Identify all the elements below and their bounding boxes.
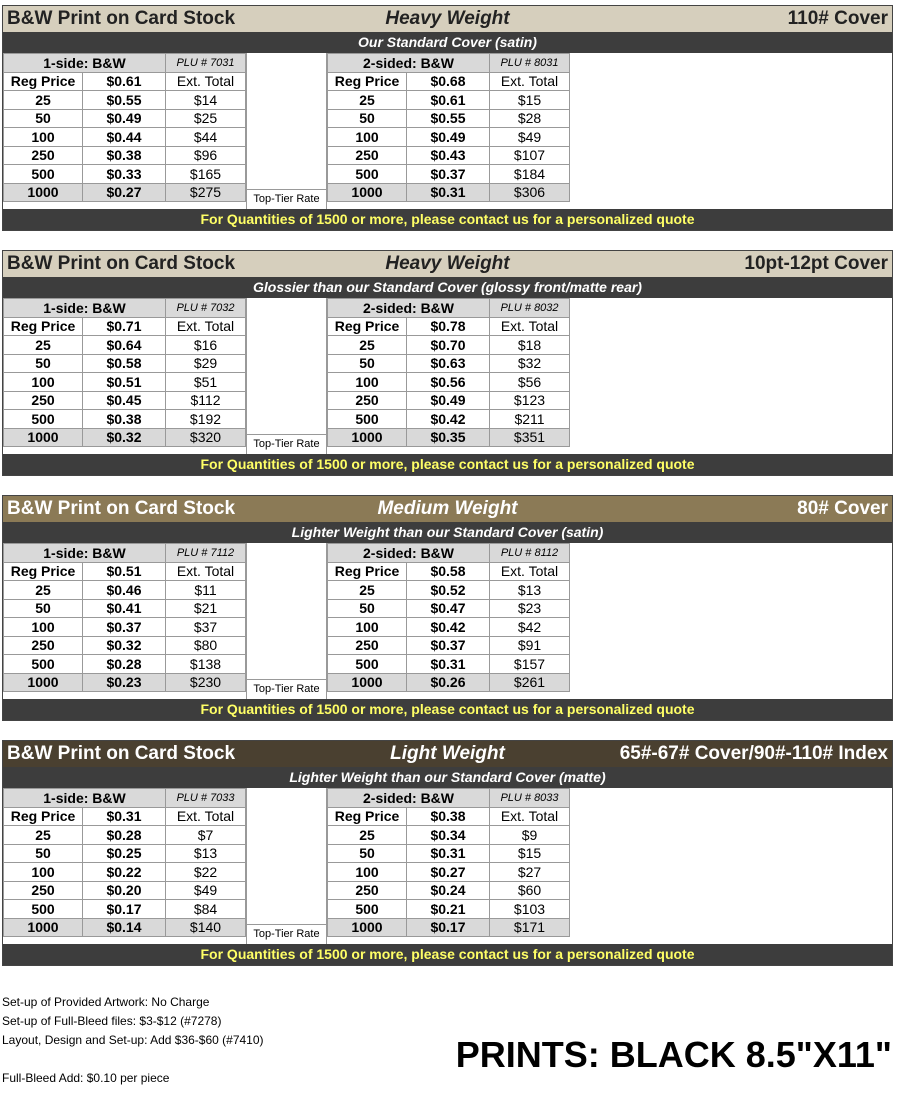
reg-price-value: $0.31 bbox=[83, 807, 166, 826]
ext-total: $22 bbox=[166, 863, 246, 882]
section-title: B&W Print on Card Stock bbox=[7, 743, 236, 764]
plu-number: PLU # 8032 bbox=[490, 299, 570, 318]
ext-total: $13 bbox=[490, 581, 570, 600]
quantity: 1000 bbox=[4, 918, 83, 937]
pricing-section bbox=[2, 250, 893, 476]
quantity: 50 bbox=[4, 844, 83, 863]
quantity: 25 bbox=[328, 336, 407, 355]
note-setup-artwork: Set-up of Provided Artwork: No Charge bbox=[2, 995, 210, 1009]
price-table-two bbox=[327, 53, 570, 202]
plu-number: PLU # 8031 bbox=[490, 54, 570, 73]
weight-label: Medium Weight bbox=[377, 498, 518, 519]
reg-price-label: Reg Price bbox=[328, 807, 407, 826]
unit-price: $0.45 bbox=[83, 391, 166, 410]
ext-total: $123 bbox=[490, 391, 570, 410]
table-row bbox=[4, 673, 246, 692]
quantity: 25 bbox=[4, 581, 83, 600]
section-subtitle: Our Standard Cover (satin) bbox=[3, 32, 892, 53]
tier-column bbox=[246, 788, 327, 944]
quantity: 100 bbox=[328, 863, 407, 882]
price-table-one bbox=[3, 298, 246, 447]
table-row bbox=[328, 391, 570, 410]
quantity: 50 bbox=[328, 599, 407, 618]
unit-price: $0.64 bbox=[83, 336, 166, 355]
section-title: B&W Print on Card Stock bbox=[7, 498, 236, 519]
table-row bbox=[328, 881, 570, 900]
ext-total: $9 bbox=[490, 826, 570, 845]
reg-price-value: $0.51 bbox=[83, 562, 166, 581]
quantity: 50 bbox=[4, 599, 83, 618]
table-row bbox=[4, 410, 246, 429]
table-row bbox=[4, 636, 246, 655]
table-row bbox=[4, 881, 246, 900]
ext-total-label: Ext. Total bbox=[490, 807, 570, 826]
reg-price-value: $0.38 bbox=[407, 807, 490, 826]
unit-price: $0.28 bbox=[83, 826, 166, 845]
ext-total: $56 bbox=[490, 373, 570, 392]
quote-notice: For Quantities of 1500 or more, please contact us for a personalized quote bbox=[3, 699, 892, 720]
table-row bbox=[4, 146, 246, 165]
plu-number: PLU # 8112 bbox=[490, 544, 570, 563]
unit-price: $0.49 bbox=[407, 128, 490, 147]
unit-price: $0.41 bbox=[83, 599, 166, 618]
unit-price: $0.44 bbox=[83, 128, 166, 147]
ext-total: $84 bbox=[166, 900, 246, 919]
price-table-one bbox=[3, 53, 246, 202]
table-row bbox=[328, 91, 570, 110]
quantity: 500 bbox=[4, 900, 83, 919]
quantity: 1000 bbox=[328, 673, 407, 692]
stock-spec: 65#-67# Cover/90#-110# Index bbox=[619, 743, 888, 764]
table-row bbox=[4, 128, 246, 147]
table-side-label: 1-side: B&W bbox=[4, 54, 166, 73]
unit-price: $0.31 bbox=[407, 844, 490, 863]
section-subtitle: Lighter Weight than our Standard Cover (matte) bbox=[3, 767, 892, 788]
ext-total: $7 bbox=[166, 826, 246, 845]
ext-total: $42 bbox=[490, 618, 570, 637]
quantity: 1000 bbox=[328, 428, 407, 447]
unit-price: $0.58 bbox=[83, 354, 166, 373]
plu-number: PLU # 7032 bbox=[166, 299, 246, 318]
table-row bbox=[328, 826, 570, 845]
unit-price: $0.37 bbox=[407, 636, 490, 655]
ext-total: $44 bbox=[166, 128, 246, 147]
table-row bbox=[4, 428, 246, 447]
section-header bbox=[3, 741, 892, 767]
ext-total: $211 bbox=[490, 410, 570, 429]
pricing-section bbox=[2, 740, 893, 966]
quantity: 500 bbox=[328, 655, 407, 674]
unit-price: $0.20 bbox=[83, 881, 166, 900]
ext-total: $91 bbox=[490, 636, 570, 655]
reg-price-value: $0.61 bbox=[83, 72, 166, 91]
table-row bbox=[328, 844, 570, 863]
plu-number: PLU # 7031 bbox=[166, 54, 246, 73]
ext-total: $49 bbox=[490, 128, 570, 147]
table-row bbox=[328, 336, 570, 355]
table-row bbox=[4, 863, 246, 882]
table-row bbox=[4, 165, 246, 184]
unit-price: $0.63 bbox=[407, 354, 490, 373]
unit-price: $0.14 bbox=[83, 918, 166, 937]
unit-price: $0.22 bbox=[83, 863, 166, 882]
ext-total-label: Ext. Total bbox=[490, 317, 570, 336]
quantity: 100 bbox=[328, 618, 407, 637]
unit-price: $0.37 bbox=[83, 618, 166, 637]
table-row bbox=[328, 636, 570, 655]
note-full-bleed-add: Full-Bleed Add: $0.10 per piece bbox=[2, 1071, 170, 1085]
quantity: 500 bbox=[4, 165, 83, 184]
ext-total: $306 bbox=[490, 183, 570, 202]
ext-total: $60 bbox=[490, 881, 570, 900]
unit-price: $0.70 bbox=[407, 336, 490, 355]
table-row bbox=[328, 618, 570, 637]
table-row bbox=[328, 128, 570, 147]
unit-price: $0.43 bbox=[407, 146, 490, 165]
stock-spec: 110# Cover bbox=[787, 8, 888, 29]
ext-total: $49 bbox=[166, 881, 246, 900]
tables-area bbox=[3, 543, 892, 699]
quantity: 100 bbox=[328, 373, 407, 392]
table-row bbox=[4, 826, 246, 845]
ext-total: $157 bbox=[490, 655, 570, 674]
ext-total-label: Ext. Total bbox=[490, 72, 570, 91]
table-row bbox=[328, 599, 570, 618]
tier-column bbox=[246, 543, 327, 699]
price-table-two bbox=[327, 298, 570, 447]
quote-notice: For Quantities of 1500 or more, please contact us for a personalized quote bbox=[3, 209, 892, 230]
quantity: 1000 bbox=[328, 183, 407, 202]
quantity: 100 bbox=[4, 863, 83, 882]
quantity: 25 bbox=[328, 826, 407, 845]
ext-total: $16 bbox=[166, 336, 246, 355]
unit-price: $0.42 bbox=[407, 618, 490, 637]
table-row bbox=[328, 900, 570, 919]
ext-total: $320 bbox=[166, 428, 246, 447]
reg-price-value: $0.58 bbox=[407, 562, 490, 581]
unit-price: $0.34 bbox=[407, 826, 490, 845]
ext-total: $27 bbox=[490, 863, 570, 882]
quantity: 50 bbox=[4, 109, 83, 128]
unit-price: $0.42 bbox=[407, 410, 490, 429]
plu-number: PLU # 7033 bbox=[166, 789, 246, 808]
table-row bbox=[4, 183, 246, 202]
unit-price: $0.38 bbox=[83, 146, 166, 165]
ext-total: $29 bbox=[166, 354, 246, 373]
ext-total: $103 bbox=[490, 900, 570, 919]
quantity: 250 bbox=[328, 881, 407, 900]
ext-total: $14 bbox=[166, 91, 246, 110]
page-big-title: PRINTS: BLACK 8.5"X11" bbox=[455, 1034, 892, 1075]
table-row bbox=[4, 844, 246, 863]
unit-price: $0.35 bbox=[407, 428, 490, 447]
unit-price: $0.25 bbox=[83, 844, 166, 863]
stock-spec: 80# Cover bbox=[797, 498, 888, 519]
quantity: 500 bbox=[4, 410, 83, 429]
unit-price: $0.27 bbox=[83, 183, 166, 202]
top-tier-rate-label: Top-Tier Rate bbox=[247, 679, 326, 699]
note-setup-bleed: Set-up of Full-Bleed files: $3-$12 (#7278) bbox=[2, 1014, 222, 1028]
ext-total: $80 bbox=[166, 636, 246, 655]
ext-total: $15 bbox=[490, 91, 570, 110]
price-table-one bbox=[3, 543, 246, 692]
unit-price: $0.28 bbox=[83, 655, 166, 674]
quantity: 1000 bbox=[4, 428, 83, 447]
table-row bbox=[328, 165, 570, 184]
table-row bbox=[4, 618, 246, 637]
unit-price: $0.55 bbox=[407, 109, 490, 128]
unit-price: $0.17 bbox=[83, 900, 166, 919]
ext-total: $25 bbox=[166, 109, 246, 128]
table-row bbox=[4, 336, 246, 355]
unit-price: $0.17 bbox=[407, 918, 490, 937]
ext-total: $13 bbox=[166, 844, 246, 863]
table-row bbox=[328, 581, 570, 600]
notes bbox=[2, 993, 264, 1088]
table-row bbox=[4, 900, 246, 919]
section-header bbox=[3, 496, 892, 522]
price-table-two bbox=[327, 543, 570, 692]
tables-area bbox=[3, 298, 892, 454]
table-row bbox=[328, 863, 570, 882]
unit-price: $0.27 bbox=[407, 863, 490, 882]
top-tier-rate-label: Top-Tier Rate bbox=[247, 434, 326, 454]
quantity: 100 bbox=[4, 618, 83, 637]
unit-price: $0.55 bbox=[83, 91, 166, 110]
quantity: 50 bbox=[328, 109, 407, 128]
ext-total: $51 bbox=[166, 373, 246, 392]
table-row bbox=[4, 599, 246, 618]
unit-price: $0.38 bbox=[83, 410, 166, 429]
quantity: 25 bbox=[4, 826, 83, 845]
quantity: 100 bbox=[4, 373, 83, 392]
unit-price: $0.32 bbox=[83, 428, 166, 447]
quantity: 250 bbox=[4, 391, 83, 410]
table-row bbox=[4, 655, 246, 674]
unit-price: $0.31 bbox=[407, 183, 490, 202]
tier-column bbox=[246, 298, 327, 454]
unit-price: $0.26 bbox=[407, 673, 490, 692]
reg-price-label: Reg Price bbox=[4, 317, 83, 336]
table-side-label: 2-sided: B&W bbox=[328, 789, 490, 808]
stock-spec: 10pt-12pt Cover bbox=[744, 253, 888, 274]
reg-price-label: Reg Price bbox=[4, 807, 83, 826]
quantity: 100 bbox=[328, 128, 407, 147]
top-tier-rate-label: Top-Tier Rate bbox=[247, 189, 326, 209]
ext-total: $32 bbox=[490, 354, 570, 373]
quantity: 500 bbox=[328, 410, 407, 429]
tables-area bbox=[3, 53, 892, 209]
weight-label: Heavy Weight bbox=[385, 8, 510, 29]
ext-total: $112 bbox=[166, 391, 246, 410]
quantity: 1000 bbox=[4, 183, 83, 202]
unit-price: $0.21 bbox=[407, 900, 490, 919]
unit-price: $0.46 bbox=[83, 581, 166, 600]
ext-total: $140 bbox=[166, 918, 246, 937]
quantity: 25 bbox=[328, 91, 407, 110]
ext-total: $107 bbox=[490, 146, 570, 165]
table-row bbox=[328, 354, 570, 373]
quantity: 250 bbox=[4, 146, 83, 165]
ext-total: $351 bbox=[490, 428, 570, 447]
ext-total: $165 bbox=[166, 165, 246, 184]
unit-price: $0.32 bbox=[83, 636, 166, 655]
ext-total: $275 bbox=[166, 183, 246, 202]
quote-notice: For Quantities of 1500 or more, please contact us for a personalized quote bbox=[3, 944, 892, 965]
ext-total: $28 bbox=[490, 109, 570, 128]
ext-total: $138 bbox=[166, 655, 246, 674]
table-row bbox=[4, 354, 246, 373]
table-row bbox=[328, 655, 570, 674]
tables-area bbox=[3, 788, 892, 944]
ext-total-label: Ext. Total bbox=[166, 562, 246, 581]
section-header bbox=[3, 6, 892, 32]
unit-price: $0.49 bbox=[83, 109, 166, 128]
table-row bbox=[4, 373, 246, 392]
plu-number: PLU # 8033 bbox=[490, 789, 570, 808]
table-row bbox=[328, 428, 570, 447]
ext-total-label: Ext. Total bbox=[166, 807, 246, 826]
ext-total: $192 bbox=[166, 410, 246, 429]
section-title: B&W Print on Card Stock bbox=[7, 253, 236, 274]
table-row bbox=[4, 918, 246, 937]
ext-total: $21 bbox=[166, 599, 246, 618]
table-row bbox=[328, 918, 570, 937]
unit-price: $0.23 bbox=[83, 673, 166, 692]
section-subtitle: Glossier than our Standard Cover (glossy front/matte rear) bbox=[3, 277, 892, 298]
ext-total-label: Ext. Total bbox=[166, 317, 246, 336]
unit-price: $0.56 bbox=[407, 373, 490, 392]
ext-total: $15 bbox=[490, 844, 570, 863]
unit-price: $0.49 bbox=[407, 391, 490, 410]
ext-total: $261 bbox=[490, 673, 570, 692]
quantity: 250 bbox=[328, 146, 407, 165]
quantity: 1000 bbox=[4, 673, 83, 692]
quantity: 25 bbox=[4, 336, 83, 355]
reg-price-value: $0.68 bbox=[407, 72, 490, 91]
unit-price: $0.24 bbox=[407, 881, 490, 900]
table-side-label: 2-sided: B&W bbox=[328, 544, 490, 563]
unit-price: $0.61 bbox=[407, 91, 490, 110]
price-table-one bbox=[3, 788, 246, 937]
unit-price: $0.37 bbox=[407, 165, 490, 184]
unit-price: $0.51 bbox=[83, 373, 166, 392]
section-subtitle: Lighter Weight than our Standard Cover (satin) bbox=[3, 522, 892, 543]
reg-price-label: Reg Price bbox=[328, 562, 407, 581]
ext-total: $184 bbox=[490, 165, 570, 184]
table-row bbox=[328, 673, 570, 692]
table-row bbox=[328, 183, 570, 202]
unit-price: $0.31 bbox=[407, 655, 490, 674]
table-side-label: 2-sided: B&W bbox=[328, 54, 490, 73]
reg-price-label: Reg Price bbox=[4, 562, 83, 581]
quantity: 250 bbox=[328, 391, 407, 410]
table-side-label: 1-side: B&W bbox=[4, 544, 166, 563]
section-header bbox=[3, 251, 892, 277]
price-table-two bbox=[327, 788, 570, 937]
note-spacer bbox=[2, 1050, 264, 1069]
section-title: B&W Print on Card Stock bbox=[7, 8, 236, 29]
pricing-section bbox=[2, 495, 893, 721]
quantity: 1000 bbox=[328, 918, 407, 937]
table-row bbox=[4, 391, 246, 410]
reg-price-label: Reg Price bbox=[328, 72, 407, 91]
quantity: 100 bbox=[4, 128, 83, 147]
quote-notice: For Quantities of 1500 or more, please contact us for a personalized quote bbox=[3, 454, 892, 475]
ext-total-label: Ext. Total bbox=[166, 72, 246, 91]
reg-price-value: $0.78 bbox=[407, 317, 490, 336]
ext-total: $37 bbox=[166, 618, 246, 637]
ext-total-label: Ext. Total bbox=[490, 562, 570, 581]
ext-total: $23 bbox=[490, 599, 570, 618]
table-row bbox=[328, 410, 570, 429]
table-side-label: 2-sided: B&W bbox=[328, 299, 490, 318]
tier-column bbox=[246, 53, 327, 209]
ext-total: $96 bbox=[166, 146, 246, 165]
weight-label: Light Weight bbox=[390, 743, 505, 764]
unit-price: $0.47 bbox=[407, 599, 490, 618]
reg-price-label: Reg Price bbox=[328, 317, 407, 336]
table-row bbox=[328, 146, 570, 165]
quantity: 500 bbox=[328, 900, 407, 919]
plu-number: PLU # 7112 bbox=[166, 544, 246, 563]
table-row bbox=[328, 109, 570, 128]
reg-price-value: $0.71 bbox=[83, 317, 166, 336]
quantity: 250 bbox=[328, 636, 407, 655]
ext-total: $230 bbox=[166, 673, 246, 692]
ext-total: $11 bbox=[166, 581, 246, 600]
table-row bbox=[4, 581, 246, 600]
quantity: 50 bbox=[328, 844, 407, 863]
table-row bbox=[4, 109, 246, 128]
quantity: 50 bbox=[4, 354, 83, 373]
quantity: 25 bbox=[328, 581, 407, 600]
note-layout-design: Layout, Design and Set-up: Add $36-$60 (#7410) bbox=[2, 1033, 264, 1047]
quantity: 500 bbox=[4, 655, 83, 674]
table-side-label: 1-side: B&W bbox=[4, 299, 166, 318]
reg-price-label: Reg Price bbox=[4, 72, 83, 91]
quantity: 250 bbox=[4, 636, 83, 655]
quantity: 50 bbox=[328, 354, 407, 373]
table-row bbox=[328, 373, 570, 392]
table-side-label: 1-side: B&W bbox=[4, 789, 166, 808]
unit-price: $0.33 bbox=[83, 165, 166, 184]
quantity: 250 bbox=[4, 881, 83, 900]
weight-label: Heavy Weight bbox=[385, 253, 510, 274]
pricing-section bbox=[2, 5, 893, 231]
ext-total: $171 bbox=[490, 918, 570, 937]
quantity: 25 bbox=[4, 91, 83, 110]
top-tier-rate-label: Top-Tier Rate bbox=[247, 924, 326, 944]
table-row bbox=[4, 91, 246, 110]
unit-price: $0.52 bbox=[407, 581, 490, 600]
ext-total: $18 bbox=[490, 336, 570, 355]
quantity: 500 bbox=[328, 165, 407, 184]
